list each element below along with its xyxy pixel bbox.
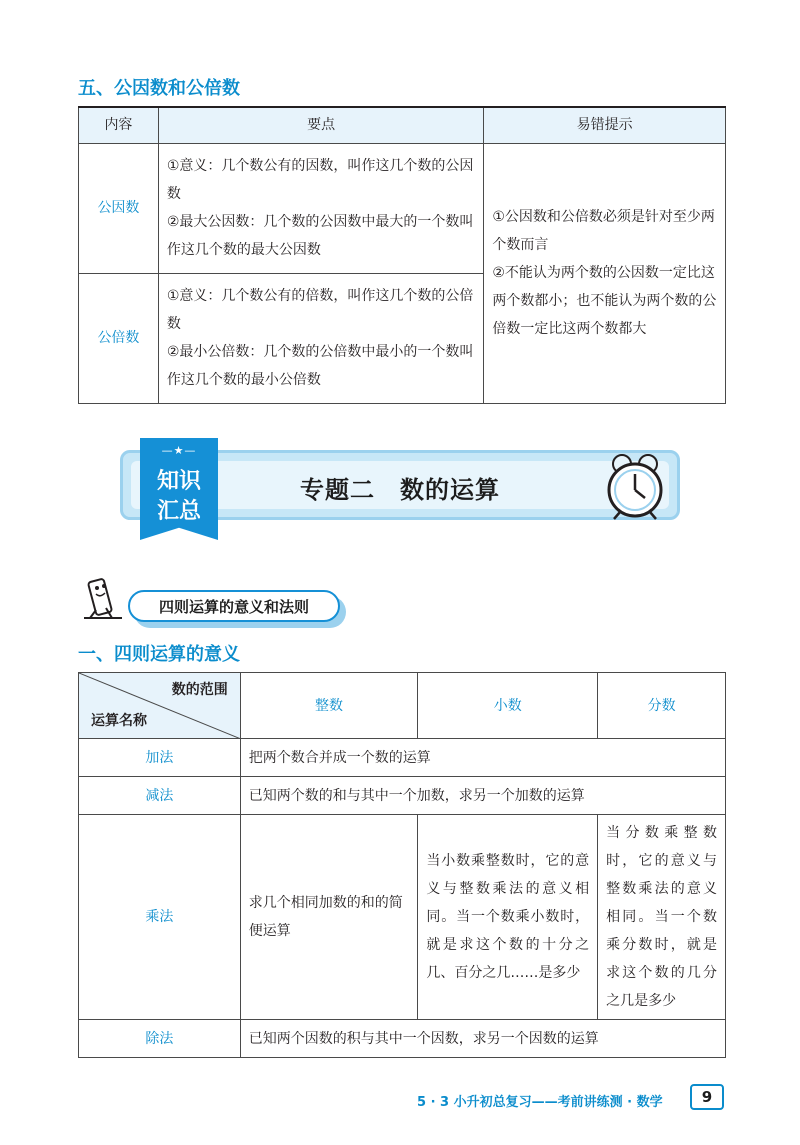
row-name-division: 除法 bbox=[79, 1020, 241, 1058]
tip-1: ①公因数和公倍数必须是针对至少两个数而言 bbox=[492, 209, 715, 253]
row-text-division: 已知两个因数的积与其中一个因数，求另一个因数的运算 bbox=[240, 1020, 725, 1058]
col-header-fraction: 分数 bbox=[598, 673, 726, 739]
section-title-gcd-lcm: 五、公因数和公倍数 bbox=[78, 78, 240, 99]
row-text-addition: 把两个数合并成一个数的运算 bbox=[240, 739, 725, 777]
header-content: 内容 bbox=[79, 107, 159, 143]
operations-table bbox=[78, 672, 726, 1058]
footer-book-title: 5 · 3 小升初总复习——考前讲练测 · 数学 bbox=[417, 1095, 663, 1110]
row-name-addition: 加法 bbox=[79, 739, 241, 777]
multiplication-fraction: 当分数乘整数时，它的意义与整数乘法的意义相同。当一个数乘分数时，就是求这个数的几分之几是多少 bbox=[598, 815, 726, 1020]
col-header-decimal: 小数 bbox=[418, 673, 598, 739]
section-title-operations: 一、四则运算的意义 bbox=[78, 644, 240, 665]
row-name-gcd: 公因数 bbox=[79, 143, 159, 273]
multiplication-decimal: 当小数乘整数时，它的意义与整数乘法的意义相同。当一个数乘小数时，就是求这个数的十分之几、百分之几……是多少 bbox=[418, 815, 598, 1020]
gcd-greatest: ②最大公因数：几个数的公因数中最大的一个数叫作这几个数的最大公因数 bbox=[166, 214, 474, 258]
row-name-multiplication: 乘法 bbox=[79, 815, 241, 1020]
col-header-integer: 整数 bbox=[240, 673, 418, 739]
gcd-definition: ①意义：几个数公有的因数，叫作这几个数的公因数 bbox=[166, 158, 474, 202]
flag-text-line2: 汇总 bbox=[156, 499, 201, 524]
lcm-least: ②最小公倍数：几个数的公倍数中最小的一个数叫作这几个数的最小公倍数 bbox=[166, 344, 474, 388]
pencil-character-icon bbox=[78, 574, 126, 624]
flag-star: —★— bbox=[161, 444, 197, 457]
alarm-clock-icon bbox=[600, 452, 670, 520]
multiplication-integer: 求几个相同加数的和的简便运算 bbox=[240, 815, 418, 1020]
lcm-definition: ①意义：几个数公有的倍数，叫作这几个数的公倍数 bbox=[166, 288, 474, 332]
row-text-subtraction: 已知两个数的和与其中一个加数，求另一个加数的运算 bbox=[240, 777, 725, 815]
row-points-lcm bbox=[158, 273, 483, 403]
page-number: 9 bbox=[690, 1084, 724, 1110]
header-tips: 易错提示 bbox=[484, 107, 726, 143]
tip-2: ②不能认为两个数的公因数一定比这两个数都小；也不能认为两个数的公倍数一定比这两个数都大 bbox=[492, 265, 717, 337]
row-points-gcd bbox=[158, 143, 483, 273]
gcd-lcm-table bbox=[78, 106, 726, 404]
banner-title: 专题二 数的运算 bbox=[300, 476, 500, 504]
diagonal-header bbox=[79, 673, 241, 739]
diag-label-operation: 运算名称 bbox=[91, 713, 147, 729]
subtopic-label: 四则运算的意义和法则 bbox=[158, 598, 309, 616]
header-points: 要点 bbox=[158, 107, 483, 143]
row-name-subtraction: 减法 bbox=[79, 777, 241, 815]
diag-label-range: 数的范围 bbox=[171, 682, 228, 698]
tips-cell bbox=[484, 143, 726, 403]
row-name-lcm: 公倍数 bbox=[79, 273, 159, 403]
flag-text-line1: 知识 bbox=[156, 469, 201, 494]
